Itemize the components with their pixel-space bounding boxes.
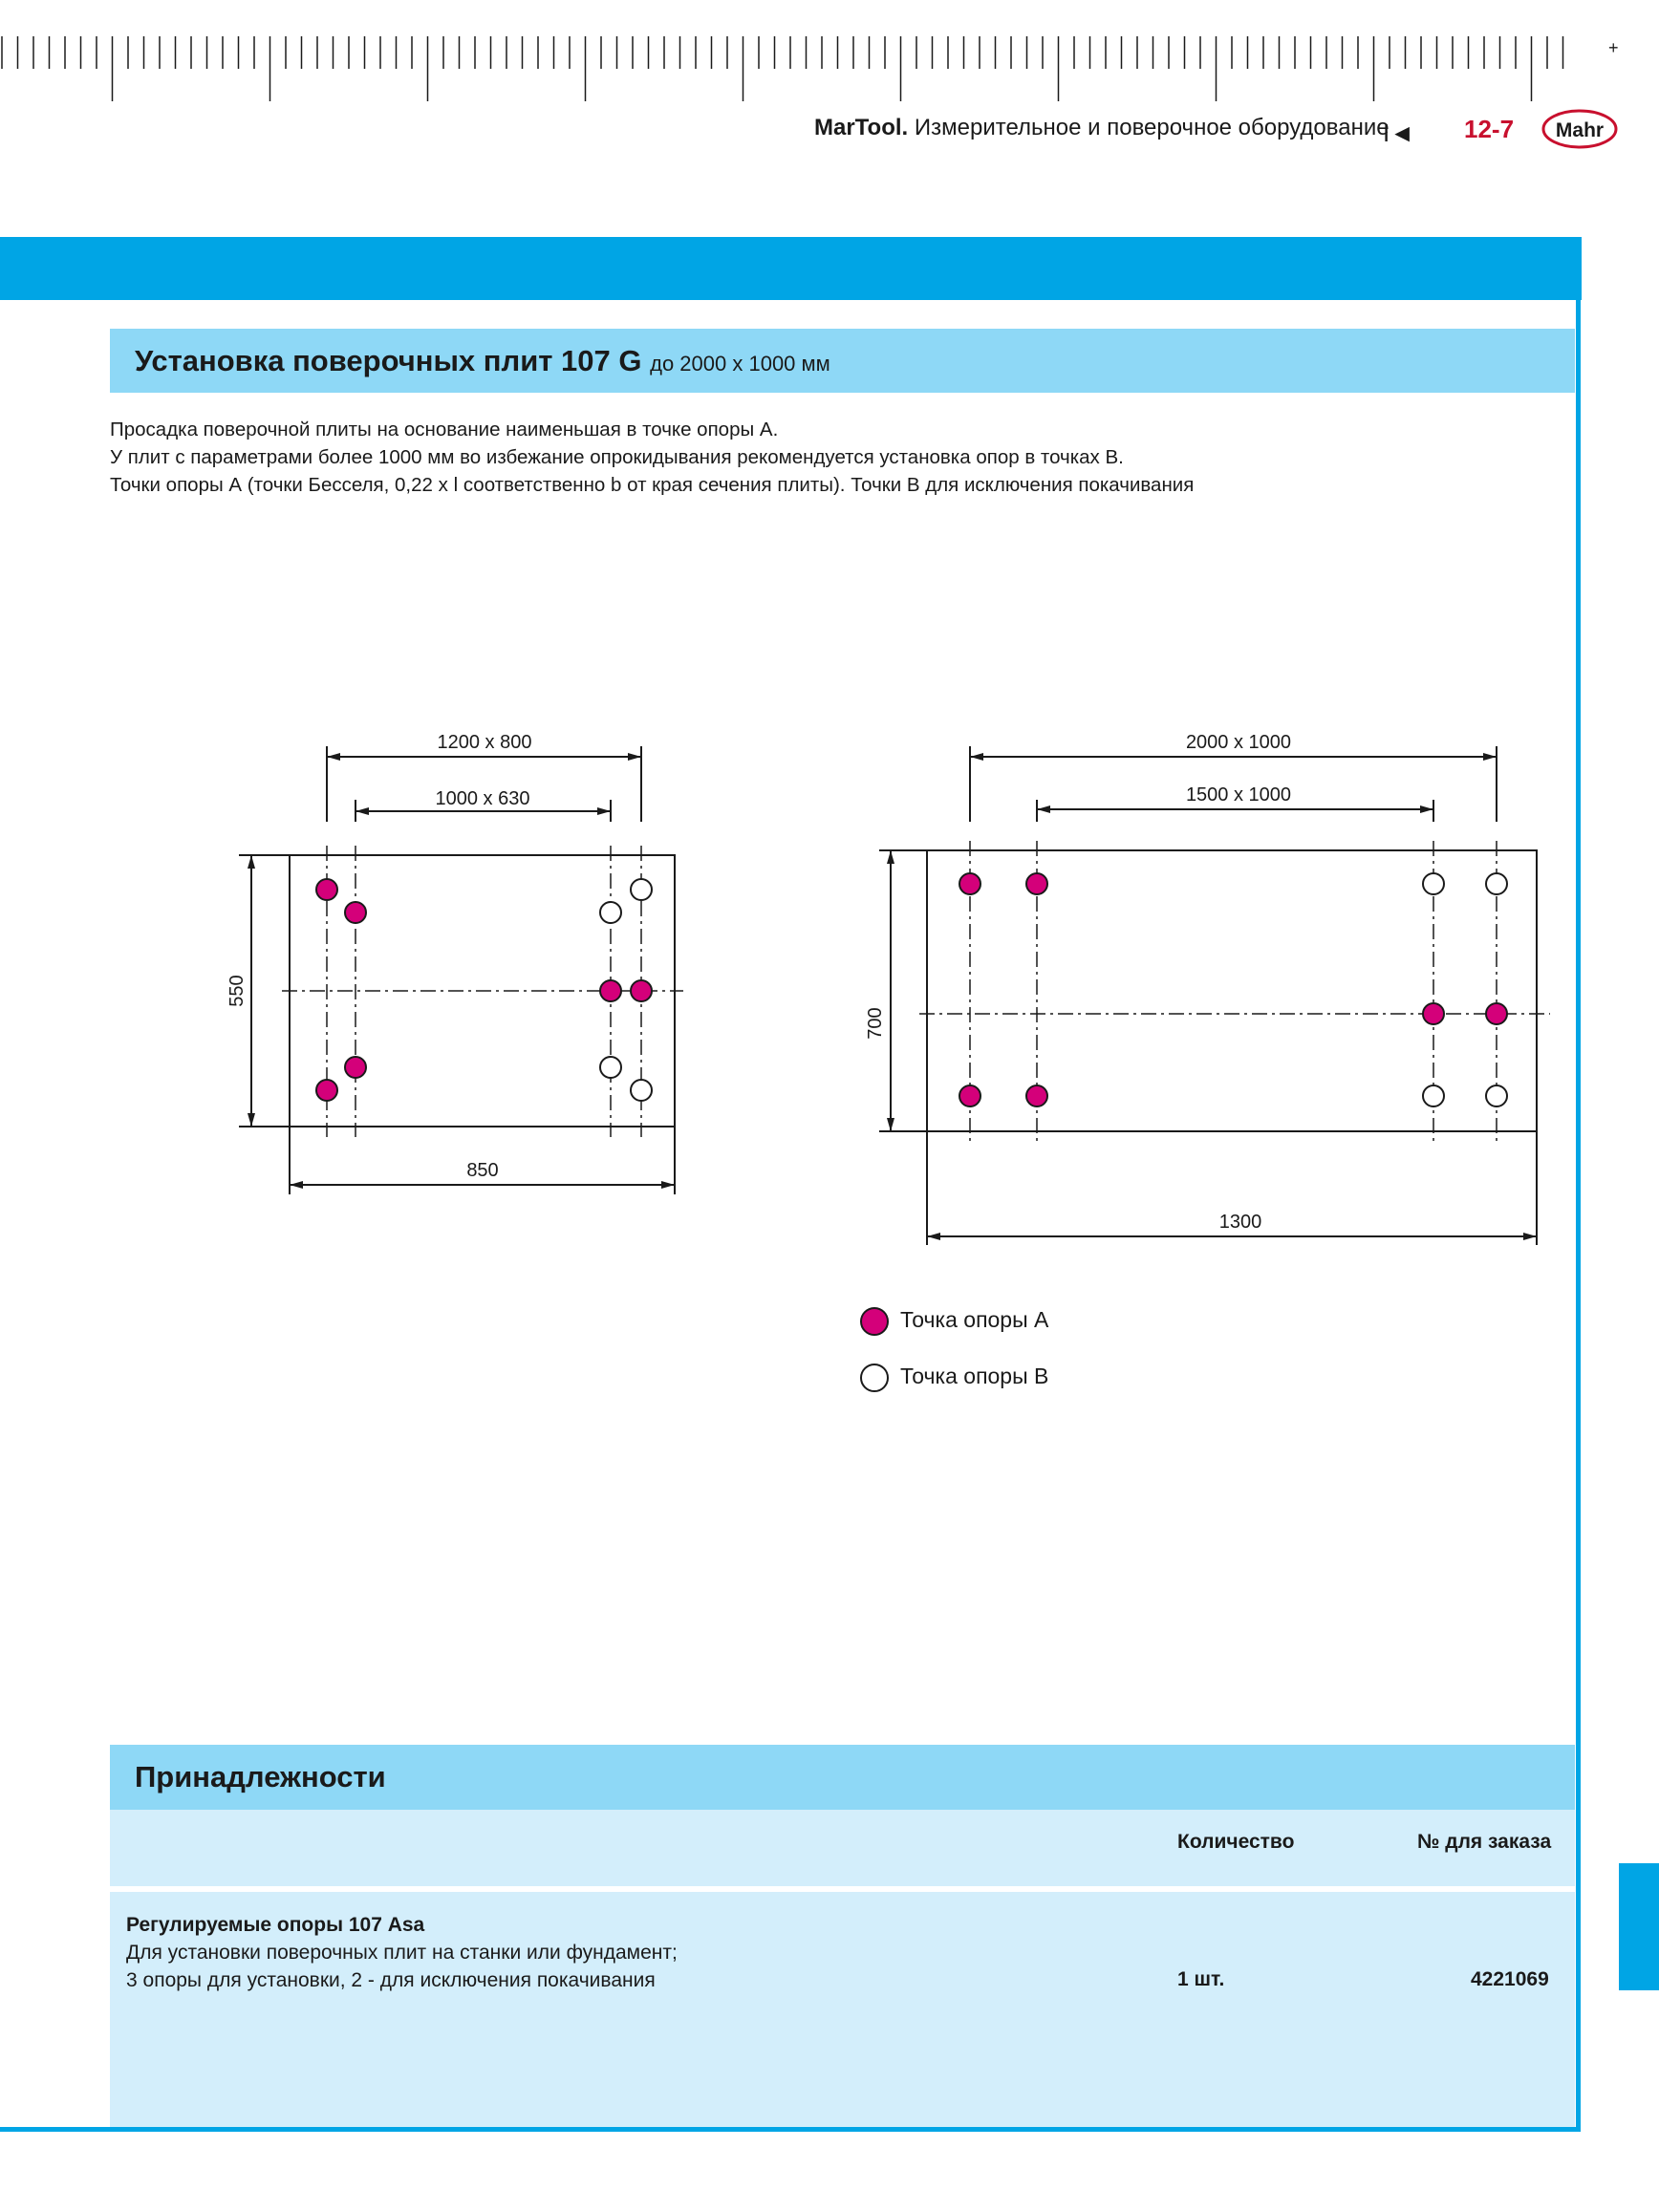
catalog-title: Измерительное и поверочное оборудование [914,115,1390,140]
chapter-side-tab[interactable] [1619,1863,1659,1990]
column-header-quantity: Количество [1177,1831,1295,1853]
accessories-column-header-row [110,1810,1575,1886]
support-point-b [1486,873,1507,894]
dim-inner-label: 1500 x 1000 [1185,784,1292,805]
dim-outer-label: 1200 x 800 [437,732,532,753]
crosshair-mark: + [1608,38,1619,57]
dim-height-label: 700 [865,1007,886,1040]
support-point-a [316,1080,337,1101]
accessory-name: Регулируемые опоры 107 Asa [126,1914,425,1936]
page-number: 12-7 [1464,115,1515,143]
support-point-a [1486,1003,1507,1024]
section-title [135,344,830,378]
legend-label-b: Точка опоры В [900,1364,1049,1389]
support-point-b [631,1080,652,1101]
support-point-a [631,980,652,1001]
accessory-description [126,1911,678,1994]
support-point-b [631,879,652,900]
support-b-icon [860,1364,889,1392]
support-point-a [959,873,980,894]
support-a-icon [860,1307,889,1336]
description [110,416,1194,499]
accessory-line: 3 опоры для установки, 2 - для исключения покачивания [126,1969,656,1991]
description-line: Просадка поверочной плиты на основание наименьшая в точке опоры А. [110,419,779,440]
accessory-order-number: 4221069 [1471,1968,1549,1990]
frame-right-border [1576,237,1581,2132]
column-header-order-number: № для заказа [1417,1831,1552,1853]
support-point-b [1423,873,1444,894]
legend-label-a: Точка опоры А [900,1307,1049,1333]
description-line: У плит с параметрами более 1000 мм во избежание опрокидывания рекомендуется установка опор в точках В. [110,446,1124,468]
frame-bottom-border [0,2127,1581,2132]
support-point-b [1486,1085,1507,1106]
section-title-text: Установка поверочных плит 107 G [135,344,642,377]
svg-text:Mahr: Mahr [1555,119,1605,141]
support-point-b [600,1057,621,1078]
accessory-line: Для установки поверочных плит на станки или фундамент; [126,1942,678,1964]
plate-diagram-large [841,712,1567,1247]
support-point-a [316,879,337,900]
accessories-title: Принадлежности [135,1760,386,1793]
support-point-a [959,1085,980,1106]
section-subtitle: до 2000 х 1000 мм [650,352,830,376]
support-point-a [600,980,621,1001]
support-point-a [1026,1085,1047,1106]
legend-item-a [860,1307,1048,1336]
plate-outline [927,850,1537,1131]
plate-diagram-small [205,712,702,1209]
accessory-quantity: 1 шт. [1177,1968,1225,1990]
support-point-a [1026,873,1047,894]
accessories-header [110,1745,1575,1810]
dim-width-label: 1300 [1218,1212,1262,1233]
legend-item-b [860,1364,1048,1392]
support-point-a [345,902,366,923]
support-point-b [1423,1085,1444,1106]
brand-name: MarTool. [814,115,909,140]
dim-inner-label: 1000 x 630 [435,788,530,809]
dim-height-label: 550 [226,975,248,1007]
support-point-a [345,1057,366,1078]
top-blue-band [0,237,1582,300]
dim-width-label: 850 [466,1160,499,1181]
ruler-strip [0,0,1659,105]
mahr-logo [1541,109,1618,149]
header-title [814,115,1390,141]
section-header [110,329,1575,393]
support-point-a [1423,1003,1444,1024]
dim-outer-label: 2000 x 1000 [1185,732,1292,753]
support-point-b [600,902,621,923]
nav-back-arrow-icon[interactable]: I◄ [1383,118,1414,147]
description-line: Точки опоры А (точки Бесселя, 0,22 х l соответственно b от края сечения плиты). Точки В для исключения покачивания [110,474,1195,496]
